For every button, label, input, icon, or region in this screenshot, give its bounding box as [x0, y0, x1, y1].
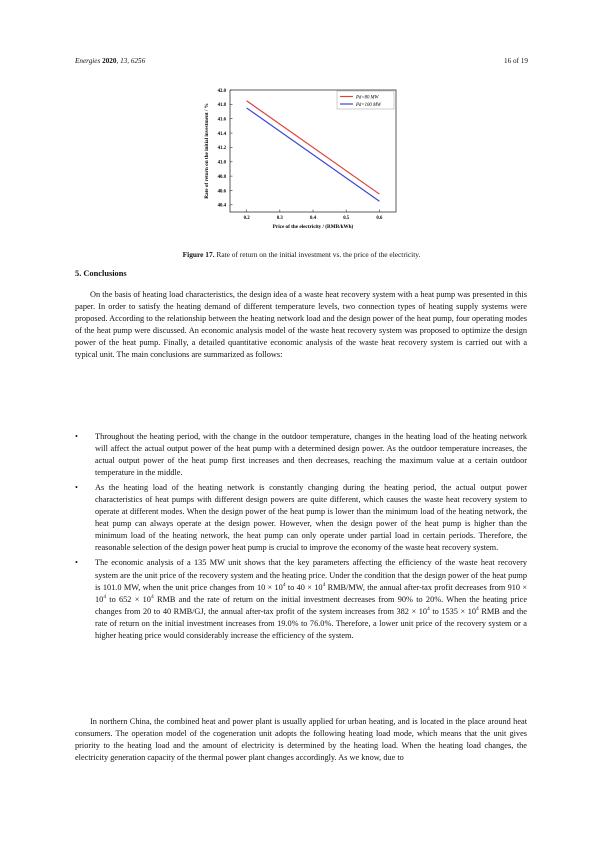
- intro-paragraph: On the basis of heating load characteristics, the design idea of a waste heat recovery system with a heat pump was presented in this paper. In order to satisfy the heating demand of different temperature levels, two connection types of heating supply systems were proposed. According to the relationship between the heating network load and the design power of the heat pump, four operating modes of the heat pump were discussed. An economic analysis model of the waste heat recovery system was proposed to optimize the design power of the heat pump. Finally, a detailed quantitative economic analysis of the waste heat recovery system is carried out with a typical unit. The main conclusions are summarized as follows:: [75, 290, 527, 360]
- y-tick-label: 41.0: [217, 160, 226, 166]
- bullet-text: Throughout the heating period, with the change in the outdoor temperature, changes in the heating load of the heating network will affect the actual output power of the heat pump with a determined design power. As the outdoor temperature increases, the actual output power of the heat pump first increases and then decreases, reaching the maximum value at a certain outdoor temperature in the middle.: [95, 432, 527, 478]
- bullet-icon: •: [75, 483, 78, 493]
- y-tick-label: 41.2: [217, 146, 226, 152]
- figure-caption-text: Rate of return on the initial investment vs. the price of the electricity.: [214, 250, 421, 259]
- journal-name: Energies: [75, 57, 101, 65]
- list-item: [75, 482, 527, 554]
- series-line: [247, 101, 380, 194]
- series-line: [247, 108, 380, 201]
- running-header-journal: [75, 57, 145, 65]
- x-axis-label: Price of the electricity / (RMB/kWh): [272, 224, 354, 230]
- x-tick-label: 0.5: [343, 216, 350, 221]
- y-tick-label: 40.6: [217, 189, 226, 195]
- x-tick-label: 0.4: [310, 216, 316, 221]
- list-item: [75, 431, 527, 479]
- x-tick-label: 0.2: [243, 216, 250, 221]
- y-tick-label: 40.4: [217, 203, 226, 209]
- bullet-text: The economic analysis of a 135 MW unit shows that the key parameters affecting the efficiency of the waste heat recovery system are the unit price of the recovery system and the heating price. Under the condition that the design power of the heat pump is 101.0 MW, when the unit price changes from $10 \times 10^4$ to $40 \times 10^4$ RMB/MW, the annual after-tax profit decreases from $910 \times 10^4$ to $652 \times 10^4$ RMB and the rate of return on the initial investment decreases from 90% to 20%. When the heating price changes from 20 to 40 RMB/GJ, the annual after-tax profit of the system increases from $382 \times 10^4$ to $1535 \times 10^4$ RMB and the rate of return on the initial investment increases from 19.0% to 76.0%. Therefore, a lower unit price of the recovery system or a higher heating price would considerably increase the efficiency of the system.: [95, 558, 528, 640]
- journal-year: 2020: [102, 57, 117, 65]
- x-tick-label: 0.6: [376, 216, 383, 221]
- x-tick-label: 0.3: [276, 216, 283, 221]
- y-tick-label: 42.0: [217, 88, 226, 94]
- y-tick-label: 40.8: [217, 174, 226, 180]
- y-axis-label: Rate of return on the initial investment / %: [204, 103, 210, 199]
- y-tick-label: 41.6: [217, 117, 226, 123]
- bullet-icon: •: [75, 558, 78, 568]
- y-tick-label: 41.8: [217, 103, 226, 109]
- conclusions-list: [75, 431, 527, 645]
- figure-label: Figure 17.: [182, 250, 215, 259]
- list-item: [75, 557, 527, 641]
- bullet-icon: •: [75, 432, 78, 441]
- journal-volume: , 13, 6256: [116, 57, 146, 65]
- section-heading: 5. Conclusions: [75, 269, 127, 278]
- figure-17-chart: [196, 86, 402, 246]
- legend-label: Pd=80 MW: [356, 95, 379, 101]
- legend-label: Pd=100 MW: [356, 102, 381, 108]
- page-number: 16 of 19: [504, 57, 528, 65]
- figure-caption: [75, 250, 528, 259]
- closing-paragraph: In northern China, the combined heat and power plant is usually applied for urban heating, and is located in the place around heat consumers. The operation model of the cogeneration unit adopts the following heating load mode, which means that the unit gives priority to the heating load and the amount of electricity is determined by the heating load. When the heating load changes, the electricity generation capacity of the thermal power plant changes accordingly. As we know, due to: [75, 717, 527, 763]
- y-tick-label: 41.4: [217, 131, 226, 137]
- bullet-text: As the heating load of the heating network is constantly changing during the heating period, the actual output power characteristics of heat pumps with different design powers are quite different, which causes the waste heat recovery system to operate at different modes. When the design power of the heat pump is lower than the minimum load of the heating network, the heat pump can always operate at the design power. However, when the design power of the heat pump is higher than the minimum load of the heating network, the heat pump can only operate under partial load in certain periods. Therefore, the reasonable selection of the design power heat pump is crucial to improve the economy of the waste heat recovery system.: [95, 483, 527, 553]
